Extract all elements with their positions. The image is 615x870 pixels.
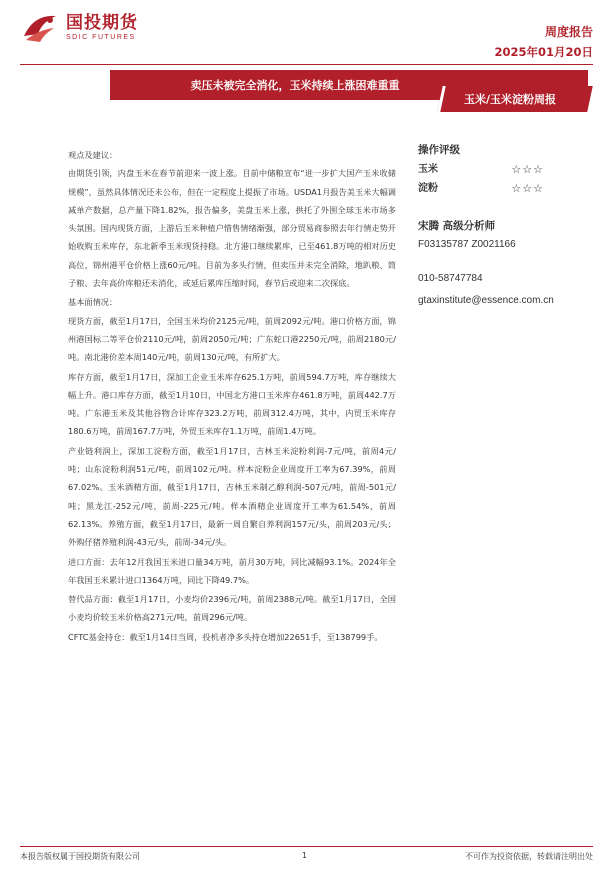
analyst-email[interactable]: gtaxinstitute@essence.com.cn — [418, 295, 554, 306]
import-paragraph: 进口方面：去年12月我国玉米进口量34万吨，前月30万吨，同比减幅93.1%。2024年全年我国玉米累计进口1364万吨，同比下降49.7%。 — [68, 556, 396, 585]
footer-disclaimer: 不可作为投资依据，转载请注明出处 — [465, 852, 593, 861]
spot-paragraph: 现货方面，截至1月17日，全国玉米均价2125元/吨，前周2092元/吨。港口价格方面，锦州港国标二等平仓价2110元/吨，前周2050元/吨；广东蛇口港2250元/吨，前周2180元/吨。南北港价差本周140元/吨，前周130元/吨，有所扩大。 — [68, 315, 396, 363]
report-date: 2025年01月20日 — [494, 45, 593, 59]
star-rating-icon: ☆☆☆ — [511, 182, 544, 195]
footer-copyright: 本报告版权属于国投期货有限公司 — [20, 852, 140, 861]
star-rating-icon: ☆☆☆ — [511, 163, 544, 176]
substitute-paragraph: 替代品方面：截至1月17日，小麦均价2396元/吨，前周2388元/吨。截至1月17日，全国小麦均价较玉米价格高271元/吨，前周296元/吨。 — [68, 594, 396, 623]
cftc-paragraph: CFTC基金持仓：截至1月14日当周，投机者净多头持仓增加22651手，至138799手。 — [68, 631, 383, 642]
report-type: 周度报告 — [544, 25, 593, 39]
basic-heading: 基本面情况： — [68, 297, 118, 308]
main-content — [68, 146, 396, 647]
profit-paragraph: 产业链利润上，深加工淀粉方面，截至1月17日，吉林玉米淀粉利润-7元/吨，前周4元/吨；山东淀粉利润51元/吨，前周102元/吨。样本淀粉企业周度开工率为67.39%，前周67.02%。玉米酒精方面，截至1月17日，吉林玉米制乙醇利润-507元/吨，前周-501元/吨；黑龙江-252元/吨，前周-225元/吨。样本酒精企业周度开工率为61.54%，前周62.13%。养殖方面，截至1月17日，最新一周自繁自养利润157元/头，前周203元/头；外购仔猪养殖利润-43元/头，前周-34元/头。 — [68, 445, 396, 548]
inventory-paragraph: 库存方面，截至1月17日，深加工企业玉米库存625.1万吨，前周594.7万吨，库存继续大幅上升。港口库存方面，截至1月10日，中国北方港口玉米库存461.8万吨，前周442.7万吨。广东港玉米及其他谷物合计库存323.2万吨，前周312.4万吨，其中，内贸玉米库存180.6万吨，前周167.7万吨，外贸玉米库存1.1万吨，前周1.4万吨。 — [68, 371, 396, 437]
footer-divider — [20, 846, 593, 847]
view-paragraph: 由期货引领，内盘玉米在春节前迎来一波上涨。目前中储粮宣布“进一步扩大国产玉米收储规模”，虽然具体情况还未公布，但在一定程度上提振了市场。USDA1月报告美玉米大幅调减单产数据，总产量下降1.82%，报告偏多，美盘玉米上涨，拱托了外围全球玉米市场多头氛围。国内现货方面，上游后玉米种植户惜售情绪渐强，部分贸易商参照去年行情走势开始收购玉米库存，东北新季玉米现货持稳。北方港口继续累库，已至461.8万吨的相对历史高位，锦州港平仓价格上涨60元/吨。目前为多头行情，但卖压并未完全消除，地趴粮、筒子粮、去年高价库粮还未消化，或延后累库压缩时间，春节后或迎来二次探底。 — [68, 168, 396, 289]
logo-text-cn: 国投期货 — [66, 12, 138, 33]
report-title: 卖压未被完全消化，玉米持续上涨困难重重 — [190, 79, 400, 92]
sdic-logo-icon — [20, 10, 60, 44]
rating-row-corn — [418, 160, 544, 179]
rating-title: 操作评级 — [418, 144, 460, 156]
page-number: 1 — [302, 851, 308, 860]
view-heading: 观点及建议： — [68, 150, 118, 160]
report-header — [0, 0, 615, 70]
product-tag: 玉米/玉米淀粉周报 — [463, 93, 557, 106]
rating-label: 玉米 — [418, 164, 438, 175]
company-logo — [20, 10, 138, 44]
analyst-name: 宋腾 高级分析师 — [418, 220, 496, 232]
side-panel — [418, 140, 608, 310]
analyst-cert: F03135787 Z0021166 — [418, 239, 516, 250]
analyst-phone: 010-58747784 — [418, 273, 483, 284]
rating-label: 淀粉 — [418, 183, 438, 194]
header-divider — [20, 64, 593, 65]
rating-row-starch — [418, 179, 544, 198]
logo-text-en: SDIC FUTURES — [66, 33, 136, 41]
